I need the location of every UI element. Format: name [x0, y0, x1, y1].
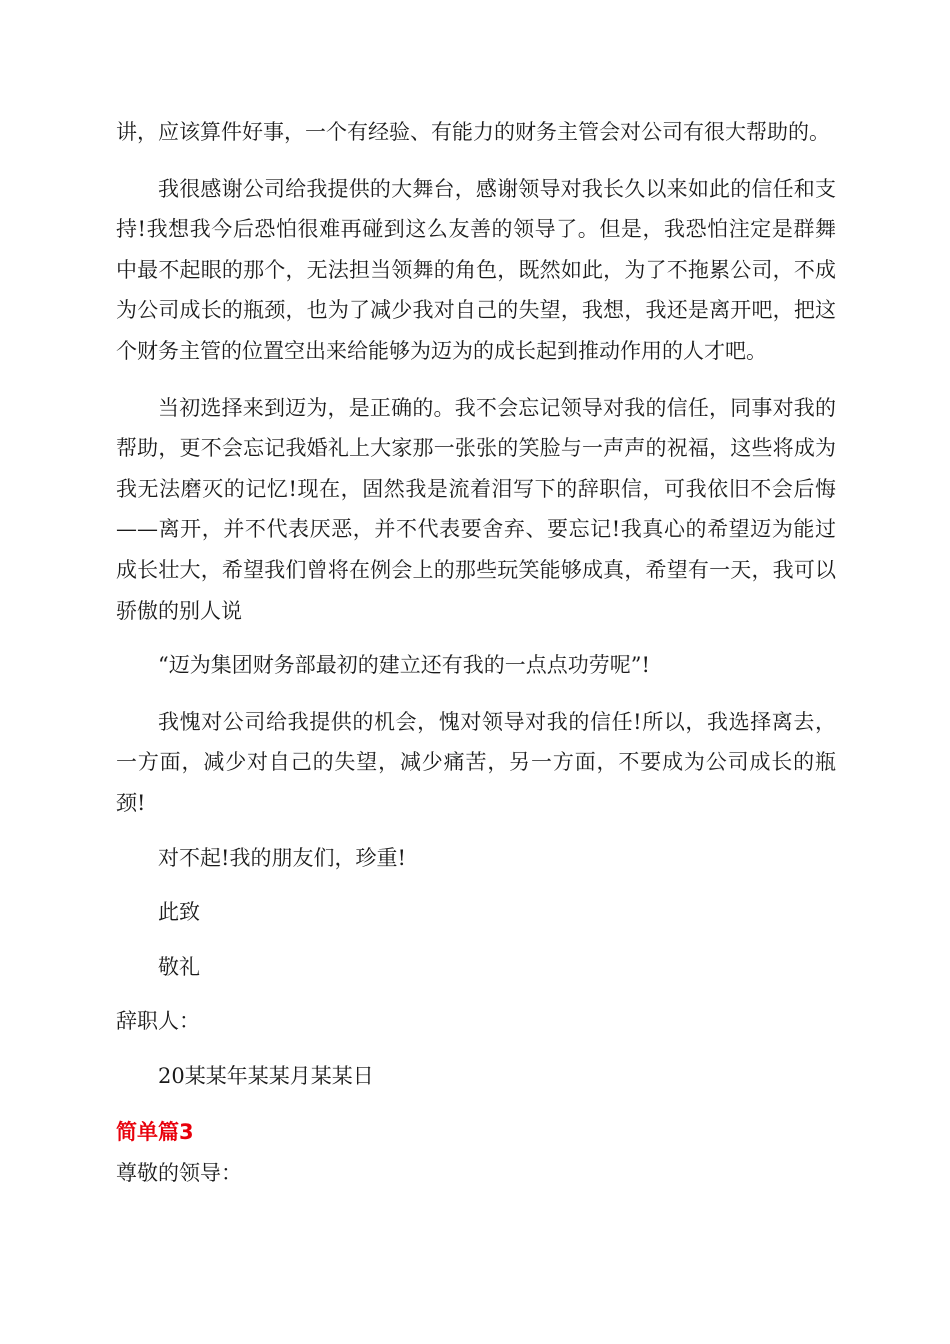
salutation: 尊敬的领导：	[116, 1161, 242, 1186]
closing-jingli: 敬礼	[158, 954, 200, 979]
signature-date: 20某某年某某月某某日	[158, 1063, 374, 1088]
section-heading: 简单篇3	[116, 1120, 194, 1145]
closing-cizhi: 此致	[158, 900, 200, 925]
paragraph-quote: “迈为集团财务部最初的建立还有我的一点点功劳呢”!	[158, 653, 650, 678]
paragraph-continuation: 讲，应该算件好事，一个有经验、有能力的财务主管会对公司有很大帮助的。	[116, 120, 830, 144]
paragraph-decision: 我愧对公司给我提供的机会，愧对领导对我的信任!所以，我选择离去，一方面，减少对自己的失望，减少痛苦，另一方面，不要成为公司成长的瓶颈!	[116, 709, 836, 815]
paragraph-memories: 当初选择来到迈为，是正确的。我不会忘记领导对我的信任，同事对我的帮助，更不会忘记我婚礼上大家那一张张的笑脸与一声声的祝福，这些将成为我无法磨灭的记忆!现在，固然我是流着泪写下的辞职信，可我依旧不会后悔——离开，并不代表厌恶，并不代表要舍弃、要忘记!我真心的希望迈为能过成长壮大，希望我们曾将在例会上的那些玩笑能够成真，希望有一天，我可以骄傲的别人说	[116, 395, 836, 623]
document-body	[116, 112, 836, 1194]
paragraph-farewell: 对不起!我的朋友们，珍重!	[158, 845, 406, 870]
paragraph-gratitude: 我很感谢公司给我提供的大舞台，感谢领导对我长久以来如此的信任和支持!我想我今后恐怕很难再碰到这么友善的领导了。但是，我恐怕注定是群舞中最不起眼的那个，无法担当领舞的角色，既然如此，为了不拖累公司，不成为公司成长的瓶颈，也为了减少我对自己的失望，我想，我还是离开吧，把这个财务主管的位置空出来给能够为迈为的成长起到推动作用的人才吧。	[116, 176, 836, 363]
signature-label: 辞职人：	[116, 1009, 200, 1034]
